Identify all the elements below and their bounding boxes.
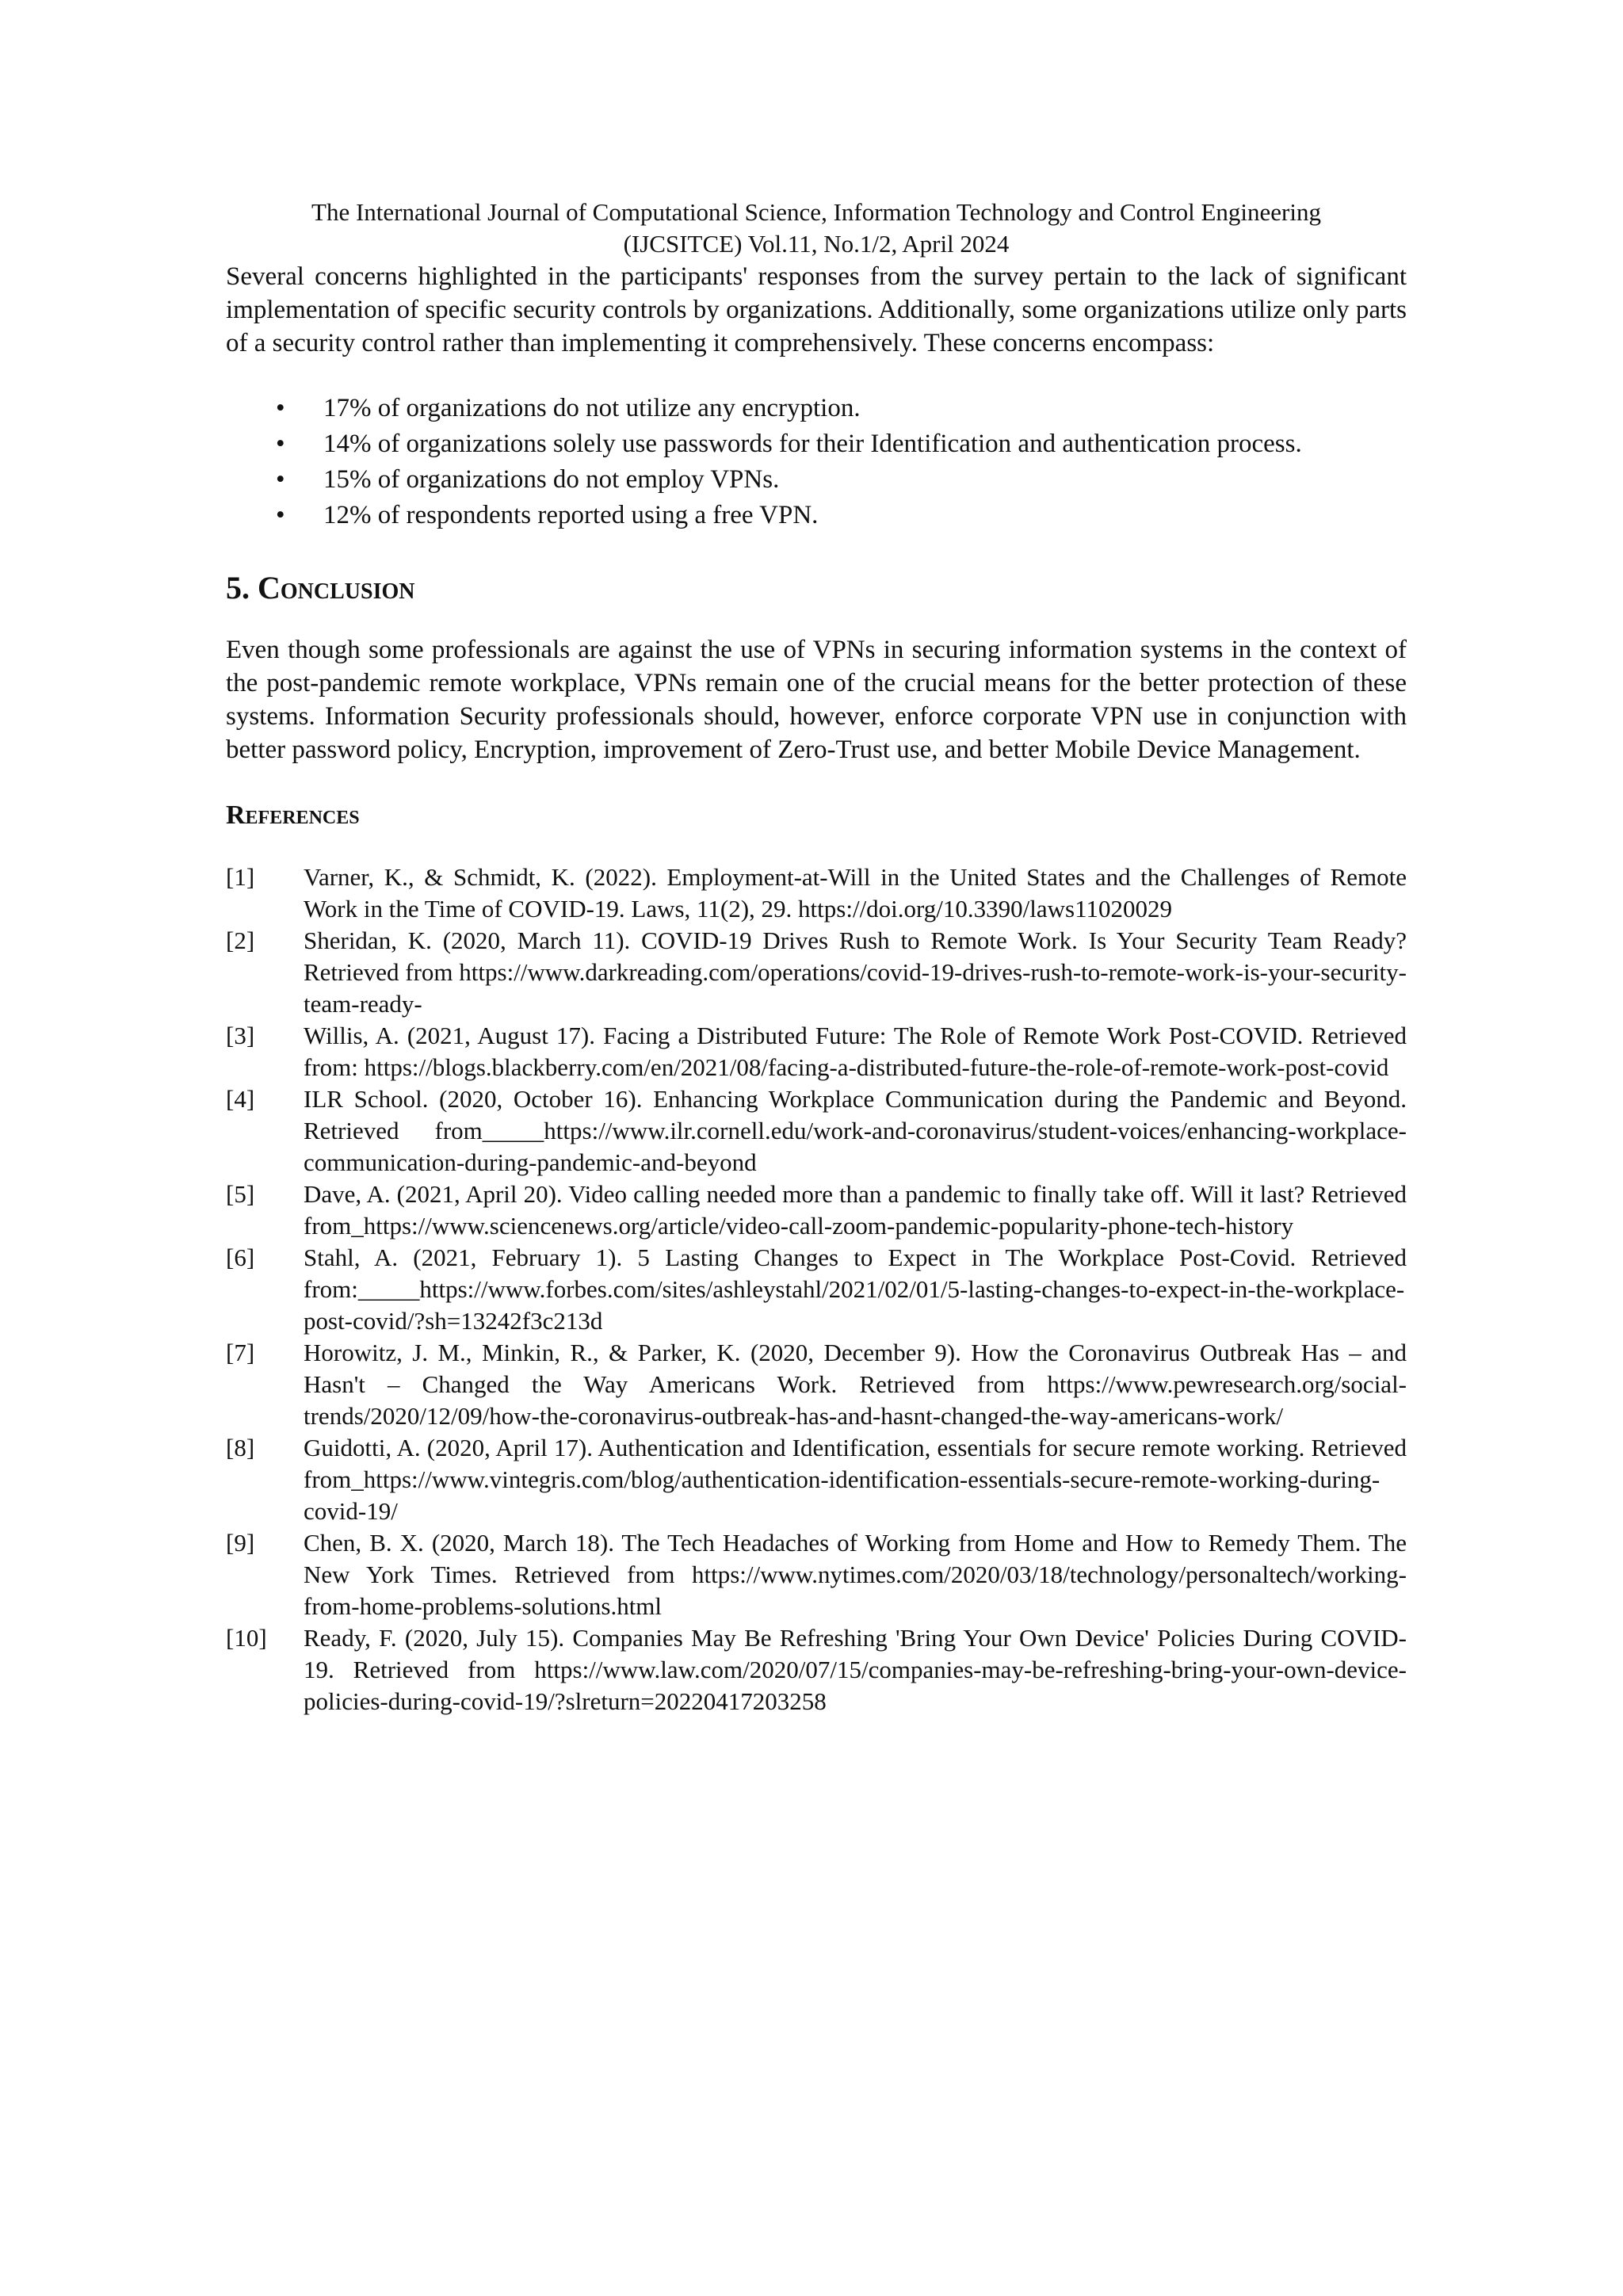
reference-number: [6] xyxy=(226,1244,255,1271)
journal-volume-line: (IJCSITCE) Vol.11, No.1/2, April 2024 xyxy=(623,230,1010,258)
reference-text: Horowitz, J. M., Minkin, R., & Parker, K. (2020, December 9). How the Coronavirus Outbreak Has – and Hasn't – Changed the Way Americans Work. Retrieved from https://www.pewresearch.org/social-trends/2020/12/09/how-the-coronavirus-outbreak-has-and-hasnt-changed-the-way-americans-work/ xyxy=(304,1339,1407,1430)
reference-text: Sheridan, K. (2020, March 11). COVID-19 Drives Rush to Remote Work. Is Your Security Team Ready? Retrieved from https://www.darkreading.com/operations/covid-19-drives-rush-to-remote-work-is-your-security-team-ready- xyxy=(304,926,1407,1018)
reference-number: [9] xyxy=(226,1529,255,1557)
bullet-icon: • xyxy=(276,465,285,494)
reference-number: [2] xyxy=(226,926,255,954)
references-heading: References xyxy=(226,800,360,830)
reference-number: [8] xyxy=(226,1434,255,1461)
reference-item xyxy=(226,1020,1407,1083)
reference-text: Willis, A. (2021, August 17). Facing a Distributed Future: The Role of Remote Work Post-COVID. Retrieved from: https://blogs.blackberry.com/en/2021/08/facing-a-distributed-future-the-role-of-remote-work-post-covid xyxy=(304,1022,1407,1081)
reference-number: [4] xyxy=(226,1085,255,1113)
conclusion-heading: 5. Conclusion xyxy=(226,570,415,606)
reference-item xyxy=(226,1337,1407,1432)
concerns-list xyxy=(226,392,1407,532)
reference-number: [7] xyxy=(226,1339,255,1366)
reference-item xyxy=(226,861,1407,925)
reference-number: [1] xyxy=(226,863,255,891)
reference-text: ILR School. (2020, October 16). Enhancing Workplace Communication during the Pandemic and Beyond. Retrieved from_____https://www.ilr.cornell.edu/work-and-coronavirus/student-voices/enhancing-workplace-communication-during-pandemic-and-beyond xyxy=(304,1085,1407,1176)
bullet-icon: • xyxy=(276,394,285,422)
journal-title-line: The International Journal of Computational Science, Information Technology and Control Engineering xyxy=(311,198,1321,226)
running-header xyxy=(226,197,1407,260)
reference-item xyxy=(226,925,1407,1020)
bullet-icon: • xyxy=(276,430,285,458)
reference-item xyxy=(226,1242,1407,1337)
list-item: • 15% of organizations do not employ VPNs. xyxy=(226,463,1407,496)
reference-number: [5] xyxy=(226,1180,255,1208)
reference-item xyxy=(226,1432,1407,1527)
page xyxy=(226,197,1407,1717)
reference-text: Varner, K., & Schmidt, K. (2022). Employment-at-Will in the United States and the Challenges of Remote Work in the Time of COVID-19. Laws, 11(2), 29. https://doi.org/10.3390/laws11020029 xyxy=(304,863,1407,923)
list-item: • 12% of respondents reported using a free VPN. xyxy=(226,499,1407,532)
reference-text: Guidotti, A. (2020, April 17). Authentication and Identification, essentials for secure remote working. Retrieved from_https://www.vintegris.com/blog/authentication-identification-essentials-secure-remote-working-during-covid-19/ xyxy=(304,1434,1407,1525)
reference-number: [3] xyxy=(226,1022,255,1049)
reference-text: Dave, A. (2021, April 20). Video calling needed more than a pandemic to finally take off. Will it last? Retrieved from_https://www.sciencenews.org/article/video-call-zoom-pandemic-popularity-phone-tech-history xyxy=(304,1180,1407,1240)
reference-item xyxy=(226,1179,1407,1242)
intro-paragraph: Several concerns highlighted in the participants' responses from the survey pertain to the lack of significant implementation of specific security controls by organizations. Additionally, some organizations utilize only parts of a security control rather than implementing it comprehensively. These concerns encompass: xyxy=(226,262,1407,357)
references-list xyxy=(226,861,1407,1717)
conclusion-paragraph: Even though some professionals are against the use of VPNs in securing information systems in the context of the post-pandemic remote workplace, VPNs remain one of the crucial means for the better protection of these systems. Information Security professionals should, however, enforce corporate VPN use in conjunction with better password policy, Encryption, improvement of Zero-Trust use, and better Mobile Device Management. xyxy=(226,636,1407,764)
reference-text: Ready, F. (2020, July 15). Companies May Be Refreshing 'Bring Your Own Device' Policies During COVID-19. Retrieved from https://www.law.com/2020/07/15/companies-may-be-refreshing-bring-your-own-device-policies-during-covid-19/?slreturn=20220417203258 xyxy=(304,1624,1407,1715)
reference-text: Stahl, A. (2021, February 1). 5 Lasting Changes to Expect in The Workplace Post-Covid. Retrieved from:_____https://www.forbes.com/sites/ashleystahl/2021/02/01/5-lasting-changes-to-expect-in-the-workplace-post-covid/?sh=13242f3c213d xyxy=(304,1244,1407,1335)
reference-item xyxy=(226,1527,1407,1622)
bullet-icon: • xyxy=(276,501,285,529)
list-item: • 14% of organizations solely use passwords for their Identification and authentication process. xyxy=(226,427,1407,460)
reference-item xyxy=(226,1622,1407,1717)
list-item: • 17% of organizations do not utilize any encryption. xyxy=(226,392,1407,425)
reference-number: [10] xyxy=(226,1624,267,1652)
reference-item xyxy=(226,1083,1407,1179)
reference-text: Chen, B. X. (2020, March 18). The Tech Headaches of Working from Home and How to Remedy Them. The New York Times. Retrieved from https://www.nytimes.com/2020/03/18/technology/personaltech/working-from-home-problems-solutions.html xyxy=(304,1529,1407,1620)
